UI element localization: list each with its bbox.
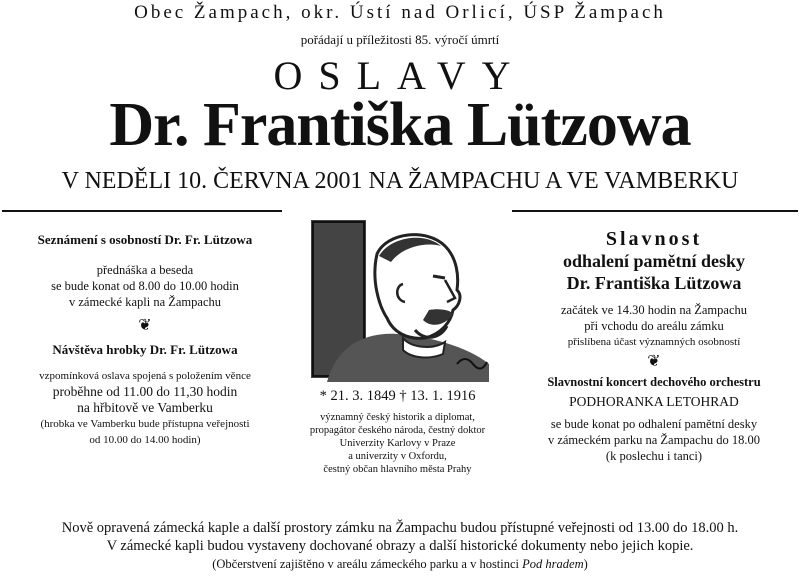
- unveil-line: při vchodu do areálu zámku: [584, 319, 724, 333]
- grave-title: Návštěva hrobky Dr. Fr. Lützowa: [52, 342, 238, 357]
- lecture-title: Seznámení s osobností Dr. Fr. Lützowa: [37, 232, 253, 247]
- bio-line: propagátor českého národa, čestný doktor: [309, 425, 486, 436]
- footer-line-3: [0, 555, 800, 573]
- grave-line: proběhne od 11.00 do 11,30 hodin: [52, 384, 238, 399]
- honoree-name: Dr. Františka Lützowa: [109, 91, 691, 159]
- middle-column: [285, 388, 510, 476]
- ceremony-title: odhalení pamětní desky: [562, 251, 746, 271]
- ornament-icon: ❦: [647, 353, 661, 370]
- life-dates: * 21. 3. 1849 † 13. 1. 1916: [319, 388, 476, 404]
- bio-line: Univerzity Karlovy v Praze: [339, 438, 456, 449]
- refreshment-close: ): [583, 557, 588, 571]
- footer-line-2: V zámecké kapli budou vystaveny dochované obrazy a další historické dokumenty nebo jejich kopie.: [106, 538, 694, 554]
- unveil-line: přislíbena účast významných osobností: [567, 336, 741, 348]
- ceremony-title: Dr. Františka Lützowa: [566, 273, 742, 293]
- refreshment-text: (Občerstvení zajištěno v areálu zámeckého parku a v hostinci: [212, 557, 523, 571]
- grave-line: (hrobka ve Vamberku bude přístupna veřejnosti: [40, 418, 250, 430]
- right-divider-rule: [512, 210, 798, 212]
- concert-title: Slavnostní koncert dechového orchestru: [547, 375, 761, 389]
- grave-line: od 10.00 do 14.00 hodin): [89, 434, 201, 446]
- unveil-line: začátek ve 14.30 hodin na Žampachu: [560, 303, 748, 317]
- ornament-icon: ❦: [138, 317, 152, 334]
- lecture-line: v zámecké kapli na Žampachu: [68, 295, 221, 309]
- bio-line: významný český historik a diplomat,: [320, 412, 475, 423]
- orchestra-name: PODHORANKA LETOHRAD: [569, 394, 739, 409]
- left-column: [0, 232, 290, 448]
- footer-line-1: Nově opravená zámecká kaple a další prostory zámku na Žampachu budou přístupné veřejnosti od 13.00 do 18.00 h.: [61, 520, 739, 536]
- occasion-line: pořádají u příležitosti 85. výročí úmrtí: [300, 32, 500, 47]
- lecture-line: přednáška a beseda: [96, 263, 194, 277]
- organizers-line: Obec Žampach, okr. Ústí nad Orlicí, ÚSP Žampach: [134, 2, 666, 23]
- concert-line: (k poslechu i tanci): [605, 449, 703, 463]
- concert-line: se bude konat po odhalení pamětní desky: [550, 417, 758, 431]
- bio-line: čestný občan hlavního města Prahy: [323, 464, 472, 475]
- bio-line: a univerzity v Oxfordu,: [348, 451, 447, 462]
- right-column: [508, 228, 800, 464]
- lecture-line: se bude konat od 8.00 do 10.00 hodin: [51, 279, 239, 293]
- concert-line: v zámeckém parku na Žampachu do 18.00: [547, 433, 761, 447]
- ceremony-title: Slavnost: [605, 228, 703, 250]
- date-line: V NEDĚLI 10. ČERVNA 2001 NA ŽAMPACHU A VE VAMBERKU: [61, 168, 739, 194]
- inn-name: Pod hradem: [522, 557, 584, 571]
- left-divider-rule: [2, 210, 282, 212]
- footer: [0, 519, 800, 573]
- grave-line: na hřbitově ve Vamberku: [77, 400, 213, 415]
- portrait-image: [307, 214, 489, 382]
- event-word: OSLAVY: [273, 53, 527, 98]
- grave-line: vzpomínková oslava spojená s položením věnce: [39, 370, 251, 382]
